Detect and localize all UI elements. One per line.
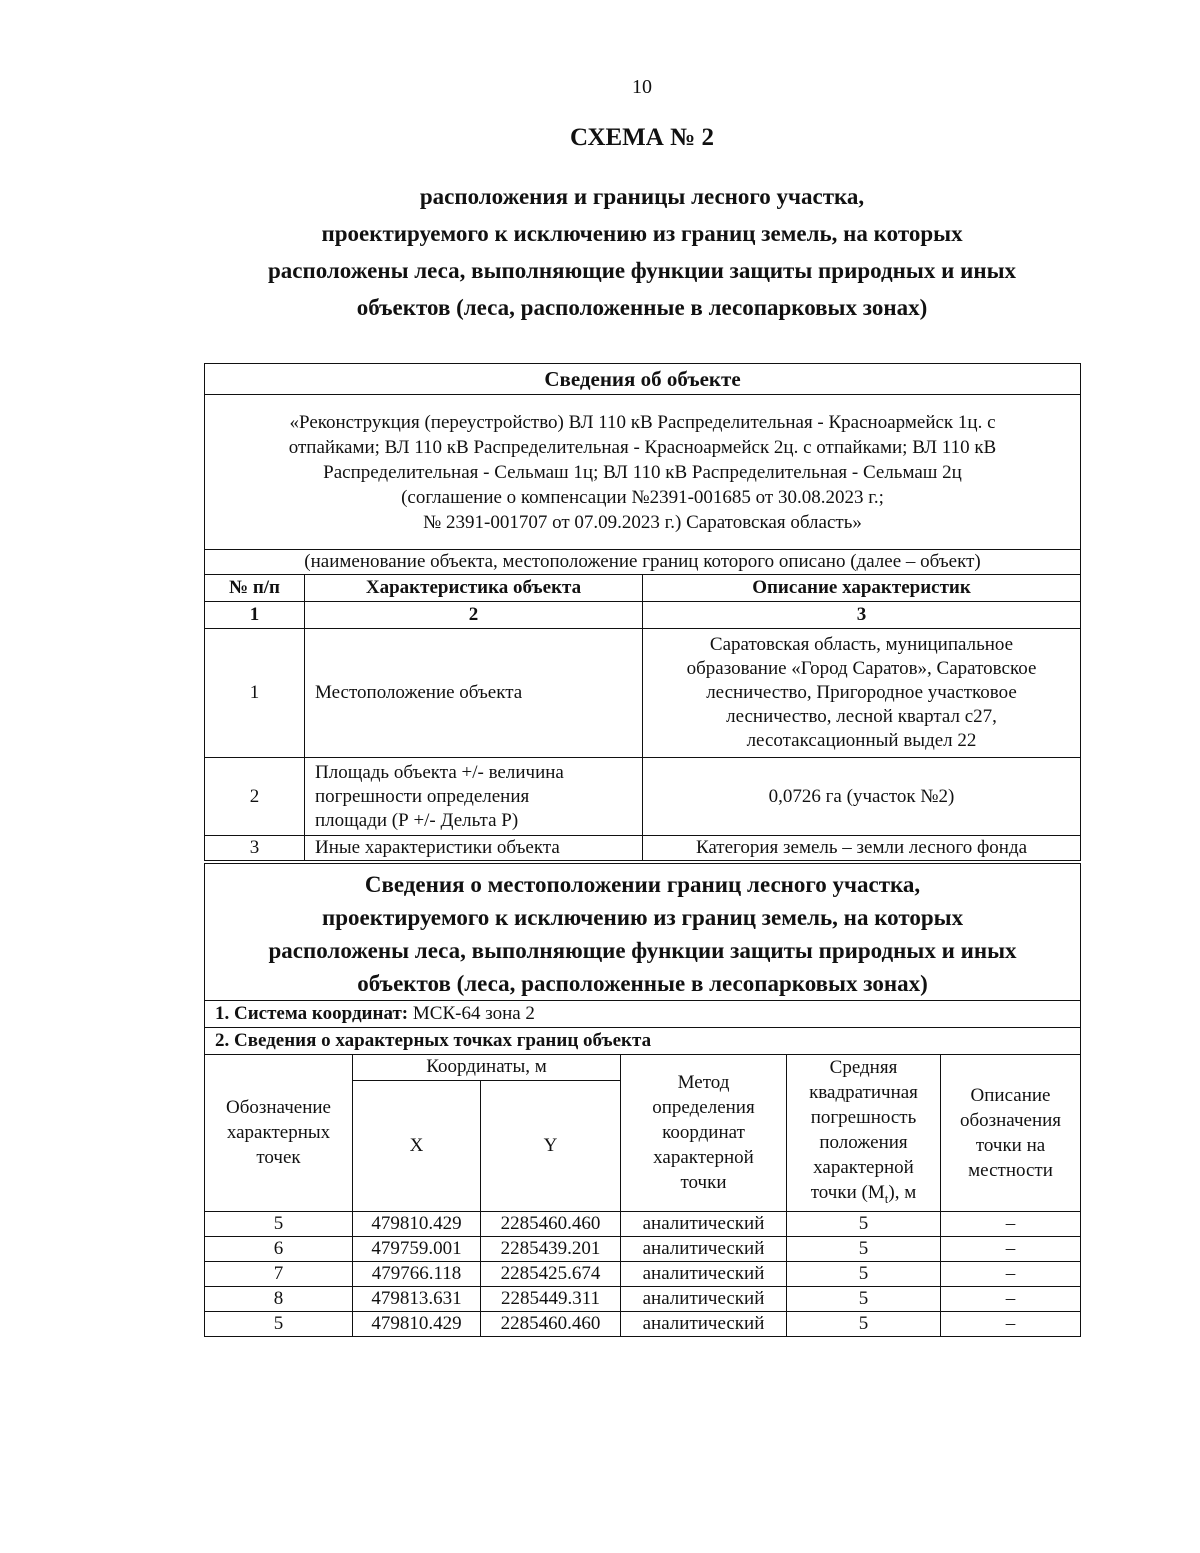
characteristic-line: погрешности определения (315, 785, 530, 807)
row-description (643, 758, 1081, 836)
object-name-line: № 2391-001707 от 07.09.2023 г.) Саратовская область» (423, 511, 862, 533)
row-number: 1 (205, 629, 305, 758)
scheme-title: СХЕМА № 2 (570, 124, 714, 151)
cell-description: – (941, 1311, 1081, 1336)
header-line: Обозначение (226, 1097, 331, 1119)
coordinate-system-value: МСК-64 зона 2 (408, 1003, 535, 1024)
header-line (793, 1180, 934, 1211)
header-line: характерной (813, 1157, 914, 1178)
boundary-title-line: расположены леса, выполняющие функции защиты природных и иных (268, 938, 1017, 963)
header-line: точки на (975, 1134, 1046, 1156)
object-info-title: Сведения об объекте (205, 364, 1081, 395)
cell-point: 6 (205, 1236, 353, 1261)
cell-x: 479766.118 (353, 1261, 481, 1286)
description-line: Категория земель – земли лесного фонда (695, 837, 1028, 858)
column-header-description: Описание характеристик (643, 575, 1081, 602)
column-header-number: № п/п (205, 575, 305, 602)
header-line: точки (680, 1172, 727, 1194)
table-row (205, 1311, 1081, 1336)
boundary-points-table (204, 863, 1081, 1337)
cell-x: 479810.429 (353, 1211, 481, 1236)
subtitle-line: расположены леса, выполняющие функции защиты природных и иных (267, 258, 1017, 283)
boundary-title-line: проектируемого к исключению из границ земель, на которых (321, 905, 964, 930)
subtitle-line: объектов (леса, расположенные в лесопарковых зонах) (356, 295, 928, 320)
object-name-caption: (наименование объекта, местоположение границ которого описано (далее – объект) (205, 550, 1081, 575)
header-subscript: t (884, 1190, 889, 1206)
characteristic-line: Иные характеристики объекта (315, 837, 560, 858)
column-number: 1 (205, 602, 305, 629)
description-line: Саратовская область, муниципальное (709, 634, 1014, 655)
table-row (205, 629, 1081, 758)
header-line: определения (652, 1097, 755, 1119)
cell-error: 5 (787, 1211, 941, 1236)
row-number: 3 (205, 836, 305, 861)
characteristic-line: площади (Р +/- Дельта Р) (315, 809, 519, 831)
cell-description: – (941, 1236, 1081, 1261)
header-line: местности (968, 1159, 1053, 1181)
cell-y: 2285425.674 (481, 1261, 621, 1286)
boundary-info-title (205, 864, 1081, 1001)
cell-method: аналитический (621, 1311, 787, 1336)
header-line: характерных (226, 1122, 331, 1144)
cell-y: 2285449.311 (481, 1286, 621, 1311)
cell-x: 479810.429 (353, 1311, 481, 1336)
table-row (205, 1286, 1081, 1311)
subtitle-line: расположения и границы лесного участка, (419, 184, 865, 209)
points-section-label: 2. Сведения о характерных точках границ объекта (215, 1030, 652, 1051)
characteristic-line: Местоположение объекта (315, 682, 523, 703)
description-line: лесотаксационный выдел 22 (746, 730, 977, 751)
header-fragment: ), м (888, 1182, 917, 1203)
cell-description: – (941, 1286, 1081, 1311)
column-number: 3 (643, 602, 1081, 629)
header-error (787, 1055, 941, 1212)
page-number: 10 (632, 76, 652, 98)
cell-x: 479813.631 (353, 1286, 481, 1311)
description-line: лесничество, лесной квартал с27, (726, 706, 997, 727)
header-method (621, 1055, 787, 1212)
coordinate-system (205, 1001, 1081, 1028)
cell-error: 5 (787, 1286, 941, 1311)
coordinate-system-label: 1. Система координат: (215, 1003, 409, 1024)
header-line: погрешность (810, 1107, 917, 1128)
table-row (205, 758, 1081, 836)
characteristic-line: Площадь объекта +/- величина (315, 761, 564, 783)
row-number: 2 (205, 758, 305, 836)
header-line: характерной (653, 1147, 754, 1169)
cell-error: 5 (787, 1261, 941, 1286)
header-point-designation (205, 1055, 353, 1212)
points-section-title (205, 1028, 1081, 1055)
row-description (643, 629, 1081, 758)
cell-point: 8 (205, 1286, 353, 1311)
cell-description: – (941, 1261, 1081, 1286)
object-name-line: отпайками; ВЛ 110 кВ Распределительная - Красноармейск 2ц. с отпайками; ВЛ 110 кВ (288, 436, 997, 458)
header-line: Метод (677, 1072, 730, 1094)
header-line: положения (819, 1132, 908, 1153)
description-line: лесничество, Пригородное участковое (706, 682, 1017, 703)
object-name-line: (соглашение о компенсации №2391-001685 от 30.08.2023 г.; (401, 486, 884, 508)
object-info-table (204, 363, 1081, 861)
row-description (643, 836, 1081, 861)
table-row (205, 836, 1081, 861)
cell-method: аналитический (621, 1236, 787, 1261)
scheme-subtitle (170, 178, 1114, 326)
table-row (205, 1261, 1081, 1286)
object-name-line: Распределительная - Сельмаш 1ц; ВЛ 110 кВ Распределительная - Сельмаш 2ц (323, 461, 962, 483)
description-line: образование «Город Саратов», Саратовское (686, 658, 1037, 679)
cell-description: – (941, 1211, 1081, 1236)
cell-y: 2285460.460 (481, 1311, 621, 1336)
header-line: точек (256, 1147, 301, 1169)
header-line: Средняя (829, 1057, 898, 1078)
column-number: 2 (305, 602, 643, 629)
cell-error: 5 (787, 1236, 941, 1261)
cell-y: 2285439.201 (481, 1236, 621, 1261)
boundary-title-line: Сведения о местоположении границ лесного участка, (364, 872, 921, 897)
header-line: квадратичная (809, 1082, 918, 1103)
cell-error: 5 (787, 1311, 941, 1336)
cell-x: 479759.001 (353, 1236, 481, 1261)
cell-method: аналитический (621, 1286, 787, 1311)
row-characteristic (305, 836, 643, 861)
header-description (941, 1055, 1081, 1212)
cell-point: 5 (205, 1311, 353, 1336)
column-header-characteristic: Характеристика объекта (305, 575, 643, 602)
header-x: X (353, 1080, 481, 1211)
description-line: 0,0726 га (участок №2) (768, 785, 955, 807)
header-line: обозначения (959, 1109, 1062, 1131)
boundary-title-line: объектов (леса, расположенные в лесопарковых зонах) (357, 971, 928, 996)
header-coordinates: Координаты, м (353, 1055, 621, 1081)
cell-method: аналитический (621, 1211, 787, 1236)
cell-point: 7 (205, 1261, 353, 1286)
header-y: Y (481, 1080, 621, 1211)
object-name (205, 395, 1081, 550)
row-characteristic (305, 758, 643, 836)
cell-y: 2285460.460 (481, 1211, 621, 1236)
row-characteristic (305, 629, 643, 758)
header-line: координат (662, 1122, 745, 1144)
header-line: Описание (970, 1084, 1051, 1106)
header-fragment: точки (M (810, 1182, 885, 1203)
cell-point: 5 (205, 1211, 353, 1236)
subtitle-line: проектируемого к исключению из границ земель, на которых (321, 221, 963, 246)
object-name-line: «Реконструкция (переустройство) ВЛ 110 кВ Распределительная - Красноармейск 1ц. с (289, 411, 996, 433)
table-row (205, 1211, 1081, 1236)
table-row (205, 1236, 1081, 1261)
cell-method: аналитический (621, 1261, 787, 1286)
